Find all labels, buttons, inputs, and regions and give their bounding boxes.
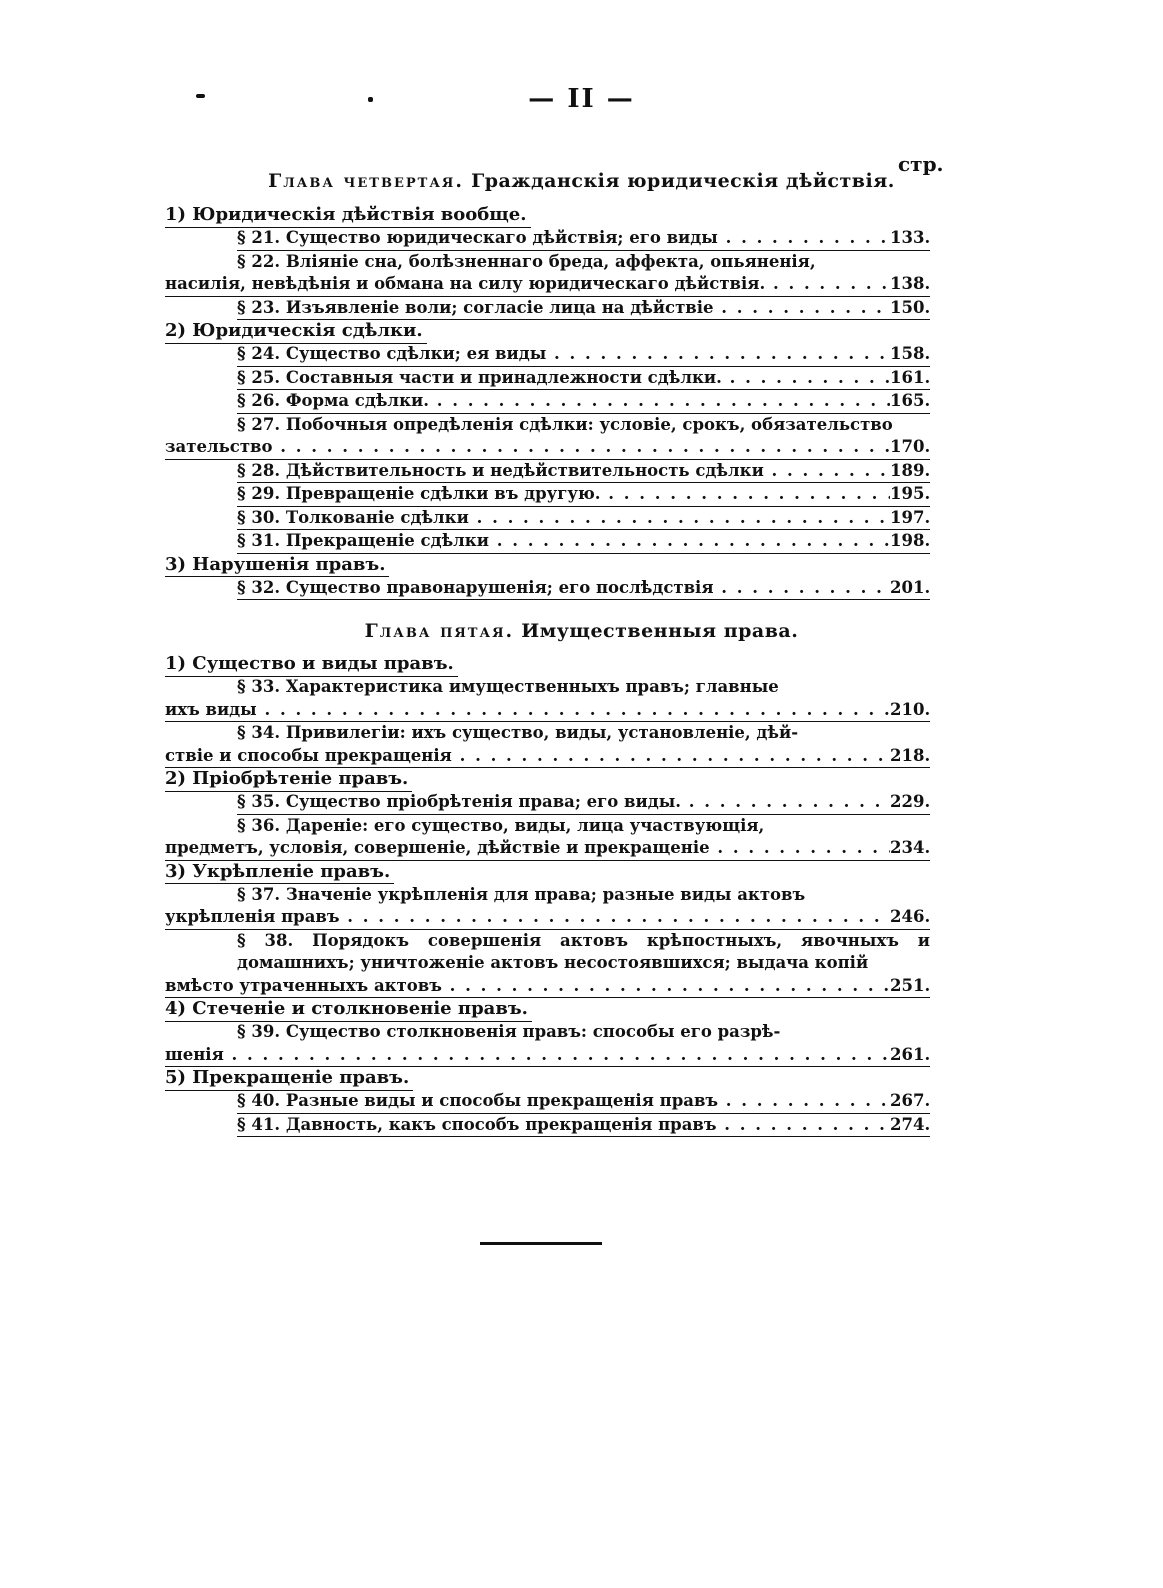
toc-entry [165, 1021, 930, 1067]
toc-entry-continuation [165, 906, 930, 929]
toc-entry-title: § 38. Порядокъ совершенія актовъ крѣпостныхъ, явочныхъ и домашнихъ; уничтоженіе актовъ несостоявшихся; выдача копій [237, 930, 930, 972]
toc-entry-title: § 22. Вліяніе сна, болѣзненнаго бреда, аффекта, опьяненія, [237, 251, 816, 271]
toc-entry-page: 261. [890, 1044, 931, 1064]
table-of-contents-chapter-5 [165, 653, 930, 1137]
toc-entry [165, 815, 930, 861]
toc-entry-page: 210. [890, 699, 931, 719]
section-heading-row [165, 554, 930, 577]
section-heading-row [165, 320, 930, 343]
toc-entry [237, 297, 930, 321]
section-heading: 1) Юридическія дѣйствія вообще. [165, 204, 531, 228]
section-heading-row [165, 204, 930, 227]
toc-entry-continuation [165, 745, 930, 768]
section-heading-row [165, 1067, 930, 1090]
toc-entry-title: § 40. Разные виды и способы прекращенія правъ . . . [237, 1090, 890, 1113]
toc-entry-title: § 23. Изъявленіе воли; согласіе лица на дѣйствіе . . . [237, 297, 890, 320]
table-of-contents-chapter-4 [165, 204, 930, 600]
toc-entry [237, 227, 930, 251]
toc-entry-title: § 24. Существо сдѣлки; ея виды . . . [237, 343, 890, 366]
toc-entry-title-continued: насилія, невѣдѣнія и обмана на силу юридическаго дѣйствія. . . . [165, 273, 890, 296]
toc-entry-title: § 37. Значеніе укрѣпленія для права; разные виды актовъ [237, 884, 806, 904]
section-heading-row [165, 768, 930, 791]
toc-entry-title-continued: ихъ виды . . . [165, 699, 890, 722]
toc-entry-page: 138. [890, 274, 931, 293]
toc-entry-title: § 27. Побочныя опредѣленія сдѣлки: условіе, срокъ, обязательство [237, 414, 893, 434]
section-heading: 1) Существо и виды правъ. [165, 653, 458, 677]
toc-entry [237, 367, 930, 391]
toc-entry-title: § 36. Дареніе: его существо, виды, лица участвующія, [237, 815, 765, 835]
toc-entry-page: 251. [890, 975, 931, 995]
toc-entry-title: § 30. Толкованіе сдѣлки . . . [237, 507, 890, 530]
section-heading: 2) Юридическія сдѣлки. [165, 320, 427, 344]
toc-entry [237, 791, 930, 815]
toc-entry-page: 267. [890, 1091, 931, 1110]
toc-entry-continuation [165, 837, 930, 860]
toc-entry-page: 165. [890, 391, 931, 410]
toc-entry-page: 161. [890, 367, 931, 387]
toc-entry-title: § 34. Привилегіи: ихъ существо, виды, установленіе, дѣй- [237, 723, 799, 742]
section-heading: 3) Нарушенія правъ. [165, 554, 389, 578]
toc-entry-page: 229. [890, 792, 931, 811]
toc-entry-title-continued: вмѣсто утраченныхъ актовъ . . . [165, 975, 890, 998]
toc-entry [165, 676, 930, 722]
toc-entry-page: 201. [890, 577, 931, 597]
toc-entry-page: 133. [890, 228, 931, 247]
toc-entry-page: 246. [890, 907, 931, 926]
toc-entry-title: § 33. Характеристика имущественныхъ правъ; главные [237, 677, 779, 696]
toc-entry-page: 234. [890, 838, 931, 857]
toc-entry-continuation [165, 273, 930, 296]
section-heading-row [165, 998, 930, 1021]
toc-entry-page: 197. [890, 507, 931, 527]
page-column-label: стр. [898, 152, 944, 176]
toc-entry-continuation [165, 975, 930, 998]
toc-entry-title: § 25. Составныя части и принадлежности сдѣлки. . . . [237, 367, 890, 390]
toc-entry [237, 483, 930, 507]
toc-entry-continuation [165, 699, 930, 722]
toc-entry-title: § 39. Существо столкновенія правъ: способы его разрѣ- [237, 1022, 781, 1041]
toc-entry-page: 170. [890, 437, 931, 456]
chapter-lead: Глава четвертая. [268, 170, 464, 192]
toc-entry [237, 1114, 930, 1138]
toc-entry [165, 251, 930, 297]
page-number-header: — II — [528, 84, 635, 114]
toc-entry-page: 189. [890, 460, 931, 480]
toc-entry-title: § 29. Превращеніе сдѣлки въ другую. . . . [237, 483, 890, 506]
toc-entry [237, 1090, 930, 1114]
toc-entry [165, 722, 930, 768]
toc-entry-title: § 32. Существо правонарушенія; его послѣдствія . . . [237, 577, 890, 600]
toc-entry [237, 577, 930, 601]
toc-entry [237, 530, 930, 554]
closing-rule [480, 1242, 602, 1245]
toc-entry-title-continued: укрѣпленія правъ . . . [165, 906, 890, 929]
toc-entry-title-continued: шенія . . . [165, 1044, 890, 1067]
toc-entry-title: § 35. Существо пріобрѣтенія права; его виды. . . . [237, 791, 890, 814]
toc-entry-title: § 31. Прекращеніе сдѣлки . . . [237, 530, 890, 553]
toc-entry-title: § 41. Давность, какъ способъ прекращенія правъ . . . [237, 1114, 890, 1137]
toc-entry [237, 507, 930, 531]
toc-entry-page: 150. [890, 297, 931, 317]
toc-entry-continuation [165, 436, 930, 459]
section-heading-row [165, 653, 930, 676]
toc-entry [165, 930, 930, 999]
chapter-heading [0, 620, 1163, 642]
toc-entry-title-continued: предметъ, условія, совершеніе, дѣйствіе и прекращеніе . . . [165, 837, 890, 860]
toc-entry [237, 460, 930, 484]
toc-entry [237, 343, 930, 367]
toc-entry-continuation [165, 1044, 930, 1067]
chapter-title: Имущественныя права. [521, 620, 799, 642]
section-heading: 4) Стеченіе и столкновеніе правъ. [165, 998, 532, 1022]
section-heading: 2) Пріобрѣтеніе правъ. [165, 768, 412, 792]
toc-entry [165, 884, 930, 930]
toc-entry-title: § 28. Дѣйствительность и недѣйствительность сдѣлки . . . [237, 460, 890, 483]
toc-entry-title-continued: ствіе и способы прекращенія . . . [165, 745, 890, 768]
section-heading: 5) Прекращеніе правъ. [165, 1067, 413, 1091]
section-heading: 3) Укрѣпленіе правъ. [165, 861, 394, 885]
toc-entry [165, 414, 930, 460]
toc-entry-title: § 26. Форма сдѣлки. . . . [237, 390, 890, 413]
chapter-title: Гражданскія юридическія дѣйствія. [471, 170, 895, 192]
toc-entry-page: 218. [890, 745, 931, 765]
section-heading-row [165, 861, 930, 884]
toc-entry-page: 274. [890, 1114, 931, 1134]
chapter-lead: Глава пятая. [364, 620, 515, 642]
toc-entry-title: § 21. Существо юридическаго дѣйствія; его виды . . . [237, 227, 890, 250]
toc-entry [237, 390, 930, 414]
chapter-heading [0, 170, 1163, 192]
toc-entry-page: 158. [890, 344, 931, 363]
toc-entry-page: 198. [890, 531, 931, 550]
toc-entry-page: 195. [890, 484, 931, 503]
toc-entry-title-continued: зательство . . . [165, 436, 890, 459]
